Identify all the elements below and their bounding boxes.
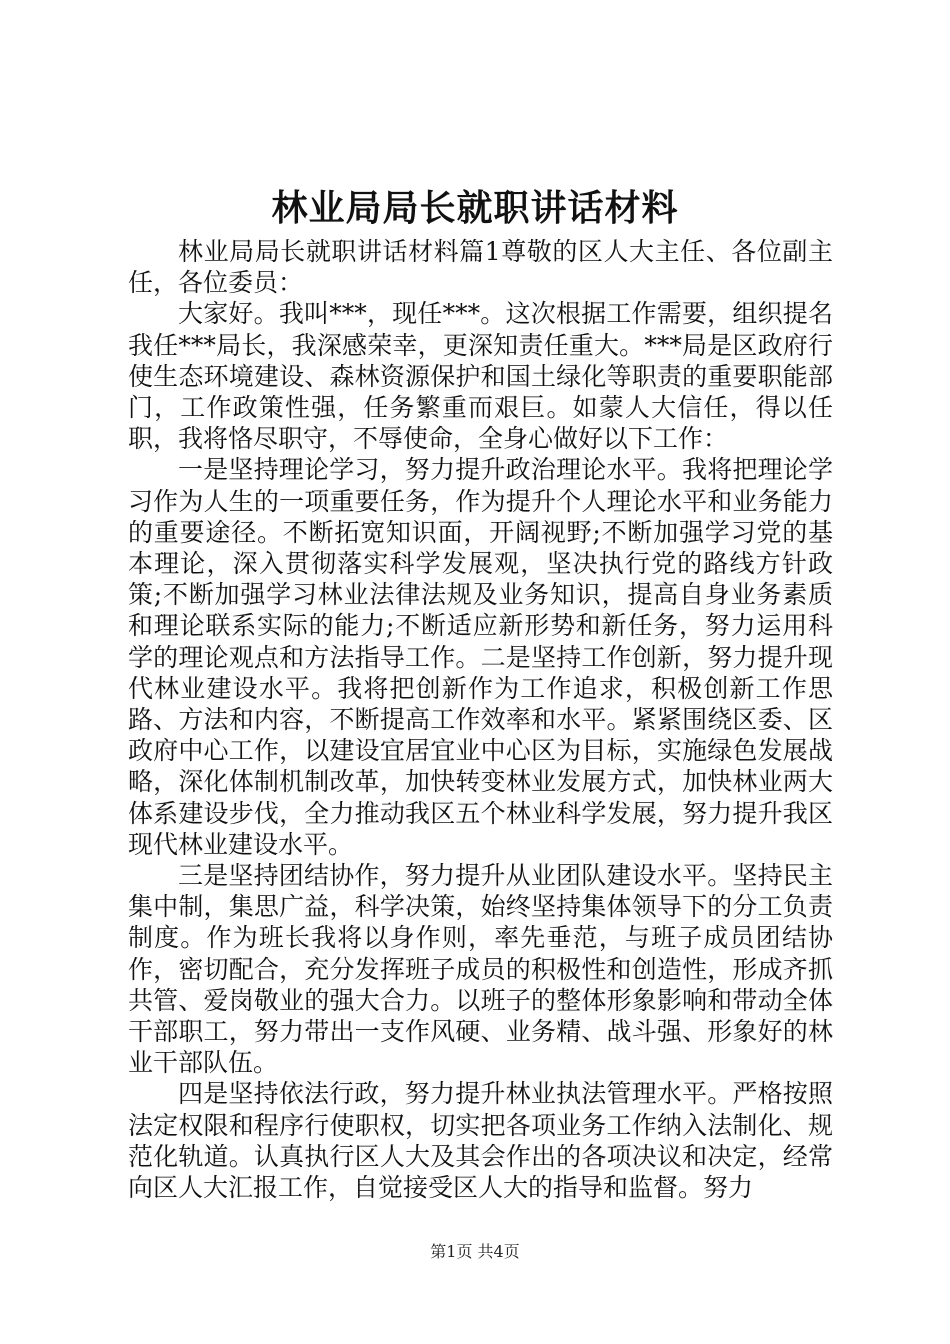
document-title: 林业局局长就职讲话材料: [271, 187, 679, 229]
paragraph-teamwork: 三是坚持团结协作，努力提升从业团队建设水平。坚持民主集中制，集思广益，科学决策，始终坚持集体领导下的分工负责制度。作为班长我将以身作则，率先垂范，与班子成员团结协作，密切配合，充分发挥班子成员的积极性和创造性，形成齐抓共管、爱岗敬业的强大合力。以班子的整体形象影响和带动全体干部职工，努力带出一支作风硬、业务精、战斗强、形象好的林业干部队伍。: [128, 861, 833, 1078]
page-number-footer: 第1页 共4页: [430, 1242, 520, 1261]
document-body: [128, 236, 833, 1203]
paragraph-theory-and-innovation: 一是坚持理论学习，努力提升政治理论水平。我将把理论学习作为人生的一项重要任务，作为提升个人理论水平和业务能力的重要途径。不断拓宽知识面，开阔视野;不断加强学习党的基本理论，深入贯彻落实科学发展观，坚决执行党的路线方针政策;不断加强学习林业法律法规及业务知识，提高自身业务素质和理论联系实际的能力;不断适应新形势和新任务，努力运用科学的理论观点和方法指导工作。二是坚持工作创新，努力提升现代林业建设水平。我将把创新作为工作追求，积极创新工作思路、方法和内容，不断提高工作效率和水平。紧紧围绕区委、区政府中心工作，以建设宜居宜业中心区为目标，实施绿色发展战略，深化体制机制改革，加快转变林业发展方式，加快林业两大体系建设步伐，全力推动我区五个林业科学发展，努力提升我区现代林业建设水平。: [128, 455, 833, 859]
paragraph-introduction: 大家好。我叫***，现任***。这次根据工作需要，组织提名我任***局长，我深感荣幸，更深知责任重大。***局是区政府行使生态环境建设、森林资源保护和国土绿化等职责的重要职能部门，工作政策性强，任务繁重而艰巨。如蒙人大信任，得以任职，我将恪尽职守，不辱使命，全身心做好以下工作：: [128, 299, 833, 454]
paragraph-salutation: 林业局局长就职讲话材料篇1尊敬的区人大主任、各位副主任，各位委员：: [128, 237, 833, 298]
paragraph-rule-of-law: 四是坚持依法行政，努力提升林业执法管理水平。严格按照法定权限和程序行使职权，切实把各项业务工作纳入法制化、规范化轨道。认真执行区人大及其会作出的各项决议和决定，经常向区人大汇报工作，自觉接受区人大的指导和监督。努力: [128, 1079, 833, 1203]
